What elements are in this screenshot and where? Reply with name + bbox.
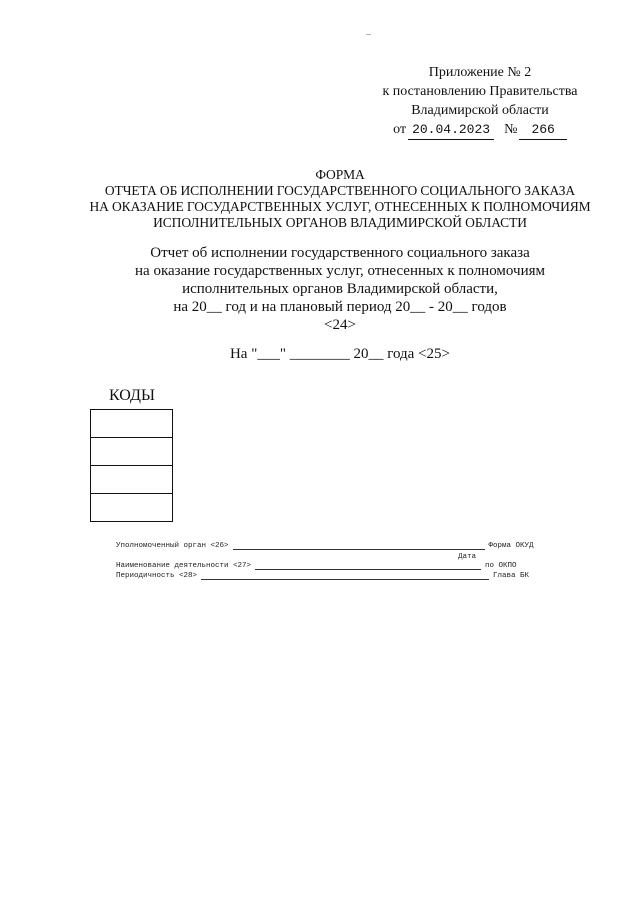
- number-prefix: №: [504, 122, 518, 137]
- report-title-line: на оказание государственных услуг, отнесенных к полномочиям: [135, 263, 545, 279]
- authority-field[interactable]: [233, 542, 485, 550]
- periodicity-label: Периодичность <28>: [116, 572, 198, 580]
- codes-cell[interactable]: [91, 438, 173, 466]
- form-title: [60, 167, 620, 231]
- date-caption: Дата: [458, 553, 477, 561]
- resolution-date: 20.04.2023: [408, 120, 494, 140]
- region-name: Владимирской области: [411, 103, 549, 118]
- form-title-line: ФОРМА: [315, 167, 365, 182]
- form-title-line: ИСПОЛНИТЕЛЬНЫХ ОРГАНОВ ВЛАДИМИРСКОЙ ОБЛАСТИ: [153, 215, 527, 230]
- report-title: [60, 244, 620, 334]
- glava-bk-label: Глава БК: [493, 572, 530, 580]
- report-title-footnote: <24>: [324, 317, 356, 333]
- report-title-line: исполнительных органов Владимирской области,: [182, 281, 498, 297]
- resolution-number: 266: [519, 120, 566, 140]
- activity-field[interactable]: [255, 562, 481, 570]
- okpo-label: по ОКПО: [485, 562, 517, 570]
- report-title-line: Отчет об исполнении государственного социального заказа: [150, 245, 530, 261]
- codes-cell[interactable]: [91, 466, 173, 494]
- scan-mark: [366, 34, 371, 35]
- activity-row: [116, 562, 517, 570]
- as-of-date: На "___" ________ 20__ года <25>: [229, 346, 451, 362]
- activity-label: Наименование деятельности <27>: [116, 562, 252, 570]
- appendix-number: Приложение № 2: [428, 65, 532, 80]
- codes-label: КОДЫ: [109, 387, 155, 404]
- authority-label: Уполномоченный орган <26>: [116, 542, 229, 550]
- codes-cell[interactable]: [91, 494, 173, 522]
- codes-cell[interactable]: [91, 410, 173, 438]
- authority-row: [116, 542, 534, 550]
- date-prefix: от: [393, 122, 407, 137]
- periodicity-row: [116, 572, 529, 580]
- form-okud-label: Форма ОКУД: [488, 542, 534, 550]
- form-title-line: НА ОКАЗАНИЕ ГОСУДАРСТВЕННЫХ УСЛУГ, ОТНЕСЕННЫХ К ПОЛНОМОЧИЯМ: [89, 199, 591, 214]
- periodicity-field[interactable]: [201, 572, 489, 580]
- resolution-reference: к постановлению Правительства: [382, 84, 578, 99]
- report-title-line: на 20__ год и на плановый период 20__ - 20__ годов: [173, 299, 507, 315]
- appendix-header: [360, 63, 600, 140]
- resolution-date-line: [360, 120, 600, 140]
- codes-table: [90, 409, 173, 522]
- form-title-line: ОТЧЕТА ОБ ИСПОЛНЕНИИ ГОСУДАРСТВЕННОГО СОЦИАЛЬНОГО ЗАКАЗА: [104, 183, 576, 198]
